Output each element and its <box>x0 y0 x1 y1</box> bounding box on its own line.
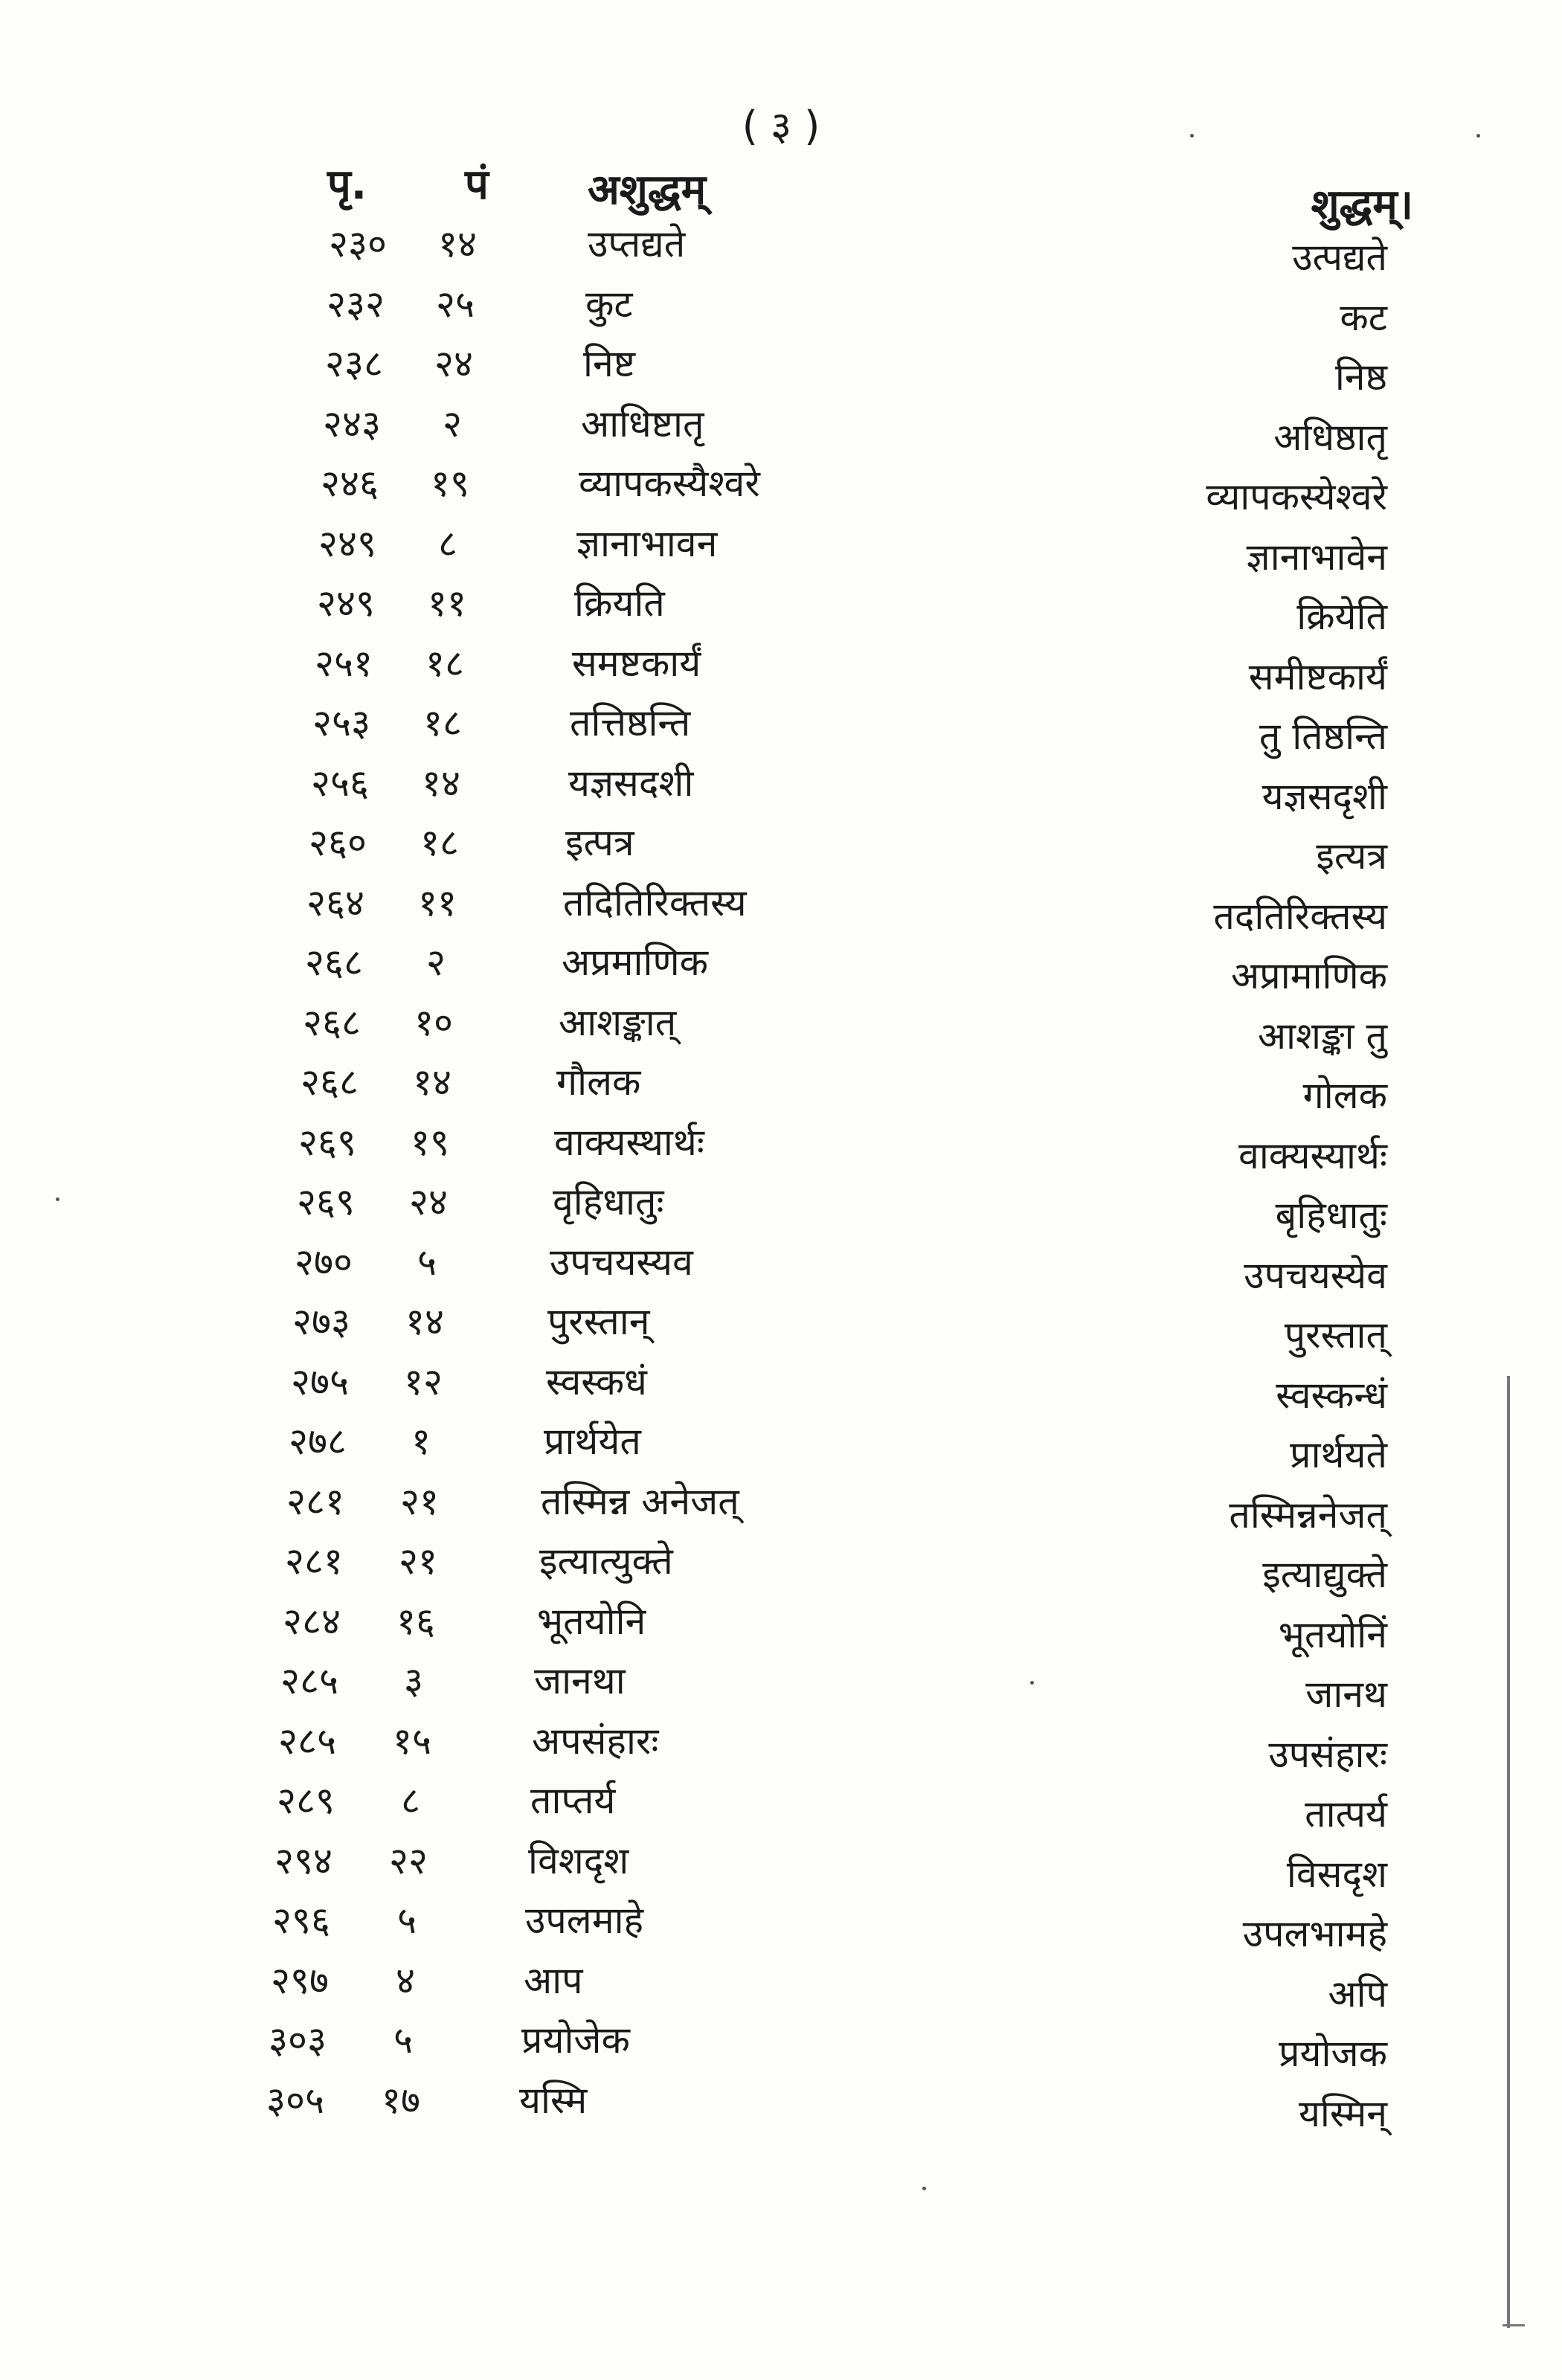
row-correct: जानथ <box>1305 1673 1387 1716</box>
row-correct: कट <box>1340 295 1387 339</box>
row-incorrect: स्वस्कधं <box>546 1360 647 1403</box>
row-incorrect: तस्मिन्न अनेजत् <box>541 1479 739 1523</box>
row-correct: अप्रामाणिक <box>1231 954 1387 997</box>
row-line: २ <box>443 402 462 446</box>
row-line: १९ <box>431 462 469 505</box>
table-row <box>0 397 1562 457</box>
row-page: २७० <box>295 1240 353 1284</box>
table-row <box>0 1714 1562 1774</box>
row-line: २४ <box>409 1180 448 1223</box>
row-page: २७८ <box>289 1420 347 1463</box>
row-line: १ <box>411 1420 431 1463</box>
row-page: २६९ <box>297 1180 355 1223</box>
scan-speck <box>1030 1681 1034 1685</box>
row-correct: उपचयस्येव <box>1244 1253 1387 1297</box>
row-incorrect: तत्तिष्ठन्ति <box>570 701 691 744</box>
row-incorrect: कुट <box>585 282 633 326</box>
row-page: २३० <box>329 222 387 266</box>
row-incorrect: ताप्तर्य <box>530 1779 616 1822</box>
table-row <box>0 517 1562 579</box>
row-page: २८४ <box>283 1599 341 1643</box>
header-correct: शुद्धम्। <box>1311 181 1413 229</box>
row-page: २५३ <box>312 701 370 744</box>
scan-speck <box>1476 134 1480 138</box>
row-incorrect: इत्यात्युक्ते <box>539 1540 673 1583</box>
row-page: २४३ <box>323 402 381 446</box>
page-edge-foot <box>1502 2324 1525 2326</box>
table-row <box>0 637 1562 696</box>
row-correct: ज्ञानाभावेन <box>1246 535 1387 579</box>
row-line: १७ <box>382 2078 420 2122</box>
row-page: २६८ <box>300 1061 359 1104</box>
row-page: २६४ <box>306 881 364 924</box>
table-row <box>0 1055 1562 1115</box>
row-incorrect: यस्मि <box>519 2078 588 2122</box>
table-row <box>0 1894 1562 1953</box>
table-row <box>0 457 1562 516</box>
row-incorrect: प्रयोजेक <box>521 2019 630 2062</box>
row-line: १४ <box>422 761 460 805</box>
row-incorrect: विशदृश <box>528 1839 629 1882</box>
row-line: १४ <box>438 222 477 266</box>
row-incorrect: क्रियति <box>574 582 665 625</box>
row-line: १८ <box>425 641 464 685</box>
scan-speck <box>56 1197 60 1201</box>
row-page: २९४ <box>274 1839 332 1882</box>
row-correct: उपलभामहे <box>1242 1912 1387 1955</box>
row-correct: बृहिधातुः <box>1275 1194 1387 1237</box>
row-correct: पुरस्तात् <box>1284 1313 1387 1357</box>
row-page: २९६ <box>272 1899 330 1942</box>
row-incorrect: उपचयस्यव <box>550 1240 693 1284</box>
row-line: ५ <box>393 2019 413 2062</box>
page-edge-line <box>1507 1376 1510 2328</box>
row-correct: प्रयोजक <box>1279 2032 1387 2075</box>
row-page: २६० <box>309 821 367 864</box>
header-line: पं <box>465 161 489 209</box>
table-row <box>0 1355 1562 1415</box>
row-page: २३२ <box>327 282 385 326</box>
row-page: २९७ <box>271 1958 329 2002</box>
row-correct: यज्ञसदृशी <box>1262 774 1387 818</box>
row-incorrect: समष्टकार्यं <box>572 641 701 685</box>
header-page: पृ. <box>327 161 367 209</box>
table-row <box>0 576 1562 636</box>
row-correct: यस्मिन् <box>1298 2091 1387 2135</box>
table-row <box>0 217 1562 277</box>
row-line: १५ <box>393 1719 431 1763</box>
table-row <box>0 1295 1562 1357</box>
row-correct: तात्पर्य <box>1305 1792 1387 1836</box>
row-line: १० <box>414 1000 453 1044</box>
row-page: २६८ <box>303 1000 361 1044</box>
table-row <box>0 2074 1562 2133</box>
row-line: १४ <box>405 1300 444 1343</box>
row-incorrect: आशङ्कात् <box>559 1000 677 1044</box>
row-page: २७३ <box>292 1300 350 1343</box>
row-correct: प्रार्थयते <box>1290 1433 1387 1476</box>
row-line: १८ <box>420 821 459 864</box>
row-line: १८ <box>423 701 462 744</box>
row-line: ११ <box>418 881 457 924</box>
table-row <box>0 756 1562 816</box>
row-line: १२ <box>404 1360 443 1403</box>
row-page: २४९ <box>317 582 375 625</box>
row-page: २८५ <box>280 1659 338 1702</box>
row-page: २८५ <box>278 1719 336 1763</box>
row-correct: अपि <box>1328 1972 1387 2016</box>
row-line: २१ <box>399 1540 437 1583</box>
row-page: ३०३ <box>269 2019 327 2062</box>
row-page: २४९ <box>318 521 376 565</box>
row-incorrect: वृहिधातुः <box>553 1180 664 1223</box>
table-row <box>0 1954 1562 2016</box>
row-correct: उपसंहारः <box>1268 1732 1387 1776</box>
row-line: १६ <box>396 1599 435 1643</box>
row-incorrect: निष्ट <box>583 342 635 385</box>
row-line: २ <box>426 941 446 984</box>
row-page: २८१ <box>285 1540 343 1583</box>
row-correct: क्रियेति <box>1296 595 1387 638</box>
table-row <box>0 876 1562 936</box>
table-row <box>0 996 1562 1058</box>
row-correct: उत्पद्यते <box>1292 236 1387 279</box>
table-row <box>0 1475 1562 1537</box>
row-page: २८१ <box>286 1479 344 1523</box>
row-incorrect: तदितिरिक्तस्य <box>563 881 747 924</box>
row-line: ११ <box>428 582 466 625</box>
table-row <box>0 1415 1562 1474</box>
row-correct: आशङ्का तु <box>1257 1014 1387 1058</box>
table-row <box>0 1175 1562 1235</box>
row-line: ३ <box>404 1659 423 1702</box>
row-correct: निष्ठ <box>1334 356 1387 399</box>
row-incorrect: पुरस्तान् <box>547 1300 650 1343</box>
row-correct: तु तिष्ठन्ति <box>1259 715 1387 758</box>
row-page: ३०५ <box>266 2078 324 2122</box>
row-page: २५६ <box>311 761 369 805</box>
row-line: १९ <box>411 1120 449 1164</box>
row-incorrect: उपलमाहे <box>525 1899 644 1942</box>
row-correct: तस्मिन्ननेजत् <box>1229 1493 1387 1537</box>
row-incorrect: उप्तद्यते <box>588 222 686 266</box>
row-line: १४ <box>413 1061 451 1104</box>
table-row <box>0 1834 1562 1894</box>
row-correct: अधिष्ठातृ <box>1273 415 1387 459</box>
table-row <box>0 936 1562 995</box>
row-incorrect: व्यापकस्यैश्वरे <box>579 462 760 505</box>
table-row <box>0 1534 1562 1594</box>
scan-speck <box>1190 134 1194 138</box>
table-row <box>0 2013 1562 2073</box>
row-correct: विसदृश <box>1286 1852 1387 1896</box>
row-line: ५ <box>397 1899 417 1942</box>
page-number: ( ३ ) <box>742 103 820 149</box>
table-row <box>0 1235 1562 1295</box>
table-row <box>0 696 1562 756</box>
row-correct: स्वस्कन्धं <box>1276 1373 1387 1417</box>
row-line: ८ <box>438 521 457 565</box>
row-line: २५ <box>436 282 475 326</box>
row-line: २४ <box>434 342 473 385</box>
row-line: ८ <box>401 1779 420 1822</box>
row-page: २६८ <box>305 941 363 984</box>
row-correct: समीष्टकार्यं <box>1248 654 1387 698</box>
table-row <box>0 1654 1562 1714</box>
row-page: २३८ <box>325 342 383 385</box>
table-row <box>0 337 1562 399</box>
row-line: ५ <box>417 1240 437 1284</box>
table-row <box>0 1774 1562 1836</box>
table-row <box>0 816 1562 878</box>
row-correct: तदतिरिक्तस्य <box>1213 894 1387 938</box>
row-incorrect: जानथा <box>534 1659 626 1702</box>
table-row <box>0 1595 1562 1654</box>
row-incorrect: आधिष्टातृ <box>581 402 704 446</box>
row-correct: इत्याद्युक्ते <box>1262 1553 1387 1596</box>
table-row <box>0 1116 1562 1175</box>
row-page: २८९ <box>277 1779 335 1822</box>
row-incorrect: आप <box>524 1958 583 2002</box>
row-incorrect: इत्पत्र <box>565 821 634 864</box>
row-incorrect: वाक्यस्थार्थः <box>554 1120 704 1164</box>
row-page: २४६ <box>321 462 379 505</box>
row-correct: भूतयोनिं <box>1278 1612 1387 1656</box>
scan-speck <box>922 2187 926 2190</box>
row-incorrect: भूतयोनि <box>537 1599 646 1643</box>
row-line: २२ <box>389 1839 428 1882</box>
row-incorrect: ज्ञानाभावन <box>576 521 718 565</box>
row-incorrect: प्रार्थयेत <box>544 1420 641 1463</box>
table-row <box>0 277 1562 337</box>
row-incorrect: गौलक <box>556 1061 641 1104</box>
row-page: २६९ <box>298 1120 356 1164</box>
row-page: २५१ <box>315 641 373 685</box>
row-line: २१ <box>400 1479 439 1523</box>
row-correct: व्यापकस्येश्वरे <box>1206 475 1387 518</box>
row-correct: वाक्यस्यार्थः <box>1238 1133 1387 1177</box>
row-correct: गोलक <box>1302 1074 1387 1117</box>
row-page: २७५ <box>291 1360 349 1403</box>
row-incorrect: यज्ञसदशी <box>568 761 694 805</box>
row-incorrect: अपसंहारः <box>532 1719 659 1763</box>
header-incorrect: अशुद्धम् <box>588 166 707 214</box>
row-line: ४ <box>396 1958 415 2002</box>
row-incorrect: अप्रमाणिक <box>562 941 708 984</box>
row-correct: इत्यत्र <box>1316 834 1387 878</box>
